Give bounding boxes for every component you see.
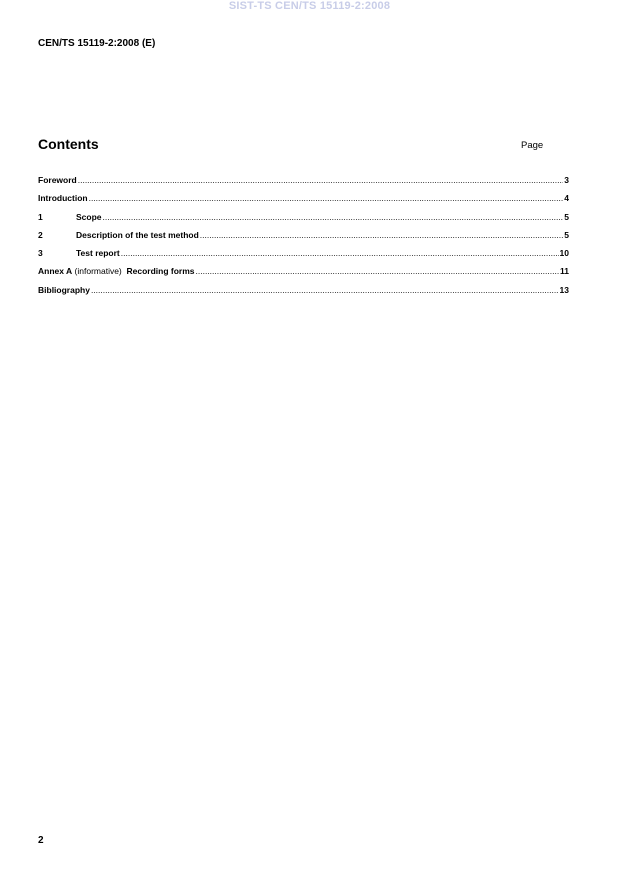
- toc-entry-page[interactable]: 13: [559, 284, 569, 295]
- toc-dot-leader: [103, 212, 564, 222]
- toc-entry-test-report[interactable]: [38, 248, 569, 266]
- toc-entry-introduction[interactable]: [38, 193, 569, 211]
- watermark: SIST-TS CEN/TS 15119-2:2008: [228, 0, 391, 12]
- toc-dot-leader: [89, 193, 564, 203]
- annex-type: (informative): [72, 266, 127, 277]
- toc-entry-title[interactable]: [38, 266, 195, 276]
- toc-entry-title[interactable]: Test report: [76, 248, 120, 259]
- toc-entry-description-of-test-method[interactable]: [38, 230, 569, 248]
- toc-entry-title[interactable]: Foreword: [38, 175, 77, 185]
- document-identifier: CEN/TS 15119-2:2008 (E): [38, 38, 156, 49]
- toc-entry-page[interactable]: 4: [564, 193, 569, 204]
- toc-entry-number: 3: [38, 248, 43, 259]
- toc-entry-title[interactable]: Bibliography: [38, 284, 90, 295]
- toc-entry-page[interactable]: 3: [564, 175, 569, 185]
- toc-entry-page[interactable]: 10: [559, 248, 569, 259]
- toc-entry-number: 1: [38, 211, 43, 222]
- toc-entry-number: 2: [38, 229, 43, 240]
- toc-entry-bibliography[interactable]: [38, 285, 569, 303]
- annex-label: Annex A: [38, 266, 73, 277]
- toc-entry-title[interactable]: Scope: [76, 211, 102, 222]
- toc-entry-foreword[interactable]: [38, 175, 569, 193]
- page-column-heading: Page: [521, 140, 544, 151]
- page-number: 2: [38, 835, 44, 846]
- toc-dot-leader: [121, 248, 559, 258]
- toc-dot-leader: [196, 266, 559, 276]
- toc-entry-page[interactable]: 5: [564, 211, 569, 222]
- toc-entry-page[interactable]: 11: [560, 266, 569, 277]
- table-of-contents: [38, 175, 569, 303]
- toc-dot-leader: [200, 230, 563, 240]
- annex-title: Recording forms: [126, 266, 195, 277]
- toc-entry-annex-a[interactable]: [38, 266, 569, 284]
- toc-entry-scope[interactable]: [38, 212, 569, 230]
- toc-dot-leader: [78, 175, 564, 185]
- toc-dot-leader: [91, 285, 559, 295]
- toc-entry-title[interactable]: Description of the test method: [76, 229, 199, 240]
- contents-heading: Contents: [38, 136, 99, 152]
- toc-entry-title[interactable]: Introduction: [38, 193, 88, 204]
- toc-entry-page[interactable]: 5: [564, 229, 569, 240]
